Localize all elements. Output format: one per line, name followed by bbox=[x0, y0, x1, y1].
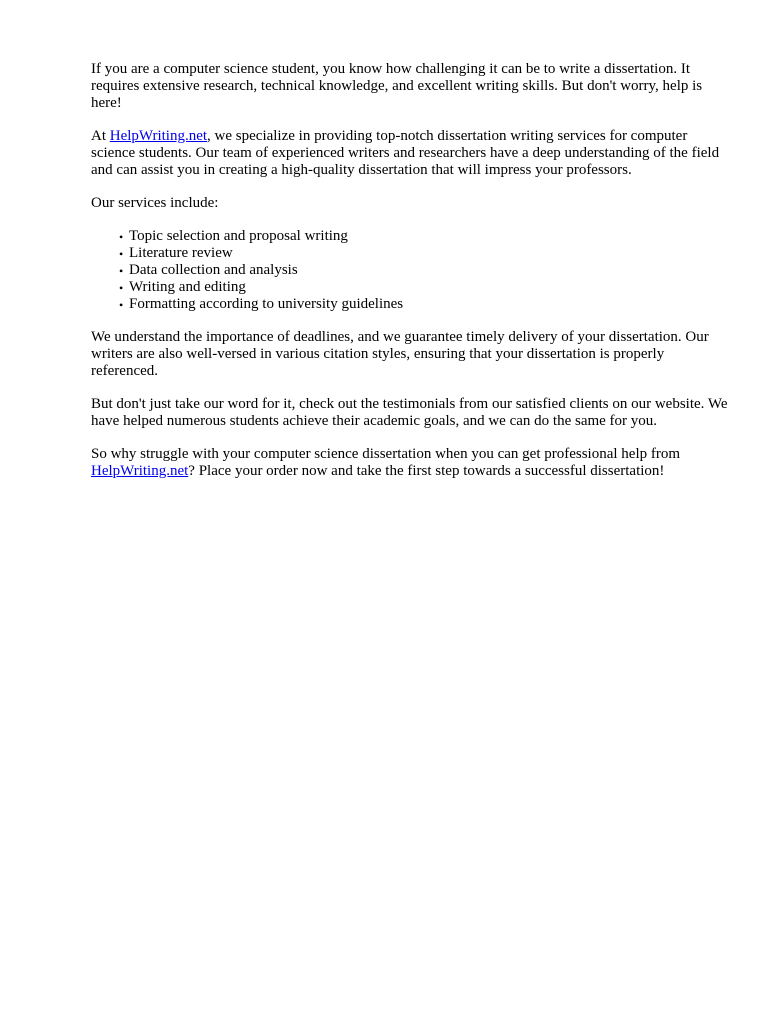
list-item-label: Formatting according to university guidelines bbox=[129, 296, 404, 312]
list-item-label: Literature review bbox=[129, 245, 233, 261]
bullet-icon: • bbox=[119, 298, 124, 312]
document-body bbox=[91, 61, 731, 496]
list-item bbox=[119, 262, 731, 279]
bullet-icon: • bbox=[119, 281, 124, 295]
bullet-icon: • bbox=[119, 247, 124, 261]
closing-prefix: So why struggle with your computer science dissertation when you can get professional help from bbox=[91, 446, 681, 462]
testimonials-paragraph: But don't just take our word for it, check out the testimonials from our satisfied clients on our website. We have helped numerous students achieve their academic goals, and we can do the same for you. bbox=[91, 396, 728, 429]
closing-text: ? Place your order now and take the first step towards a successful dissertation! bbox=[188, 463, 665, 479]
about-text: , we specialize in providing top-notch dissertation writing services for computer science students. Our team of experienced writers and researchers have a deep understanding of the field and can assist you in creating a high-quality dissertation that will impress your professors. bbox=[91, 128, 720, 178]
list-item-label: Data collection and analysis bbox=[129, 262, 298, 278]
list-item bbox=[119, 228, 731, 245]
list-item bbox=[119, 279, 731, 296]
helpwriting-link[interactable]: HelpWriting.net bbox=[109, 128, 208, 144]
intro-paragraph: If you are a computer science student, you know how challenging it can be to write a dissertation. It requires extensive research, technical knowledge, and excellent writing skills. But don't worry, help is here! bbox=[91, 61, 703, 111]
helpwriting-link[interactable]: HelpWriting.net bbox=[91, 463, 189, 479]
bullet-icon: • bbox=[119, 264, 124, 278]
services-list bbox=[91, 228, 731, 313]
bullet-icon: • bbox=[119, 230, 124, 244]
about-prefix: At bbox=[91, 128, 110, 144]
list-item-label: Writing and editing bbox=[129, 279, 246, 295]
deadlines-paragraph: We understand the importance of deadlines, and we guarantee timely delivery of your dissertation. Our writers are also well-versed in various citation styles, ensuring that your dissertation is properly referenced. bbox=[91, 329, 709, 379]
list-item-label: Topic selection and proposal writing bbox=[129, 228, 348, 244]
services-intro: Our services include: bbox=[91, 195, 219, 211]
closing-paragraph bbox=[91, 446, 731, 480]
about-paragraph bbox=[91, 128, 731, 179]
list-item bbox=[119, 245, 731, 262]
list-item bbox=[119, 296, 731, 313]
